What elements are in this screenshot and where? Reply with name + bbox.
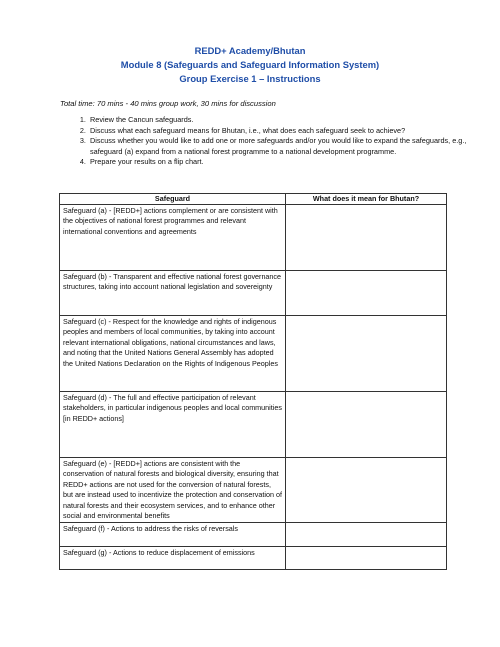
instruction-item: 4. Prepare your results on a flip chart.: [88, 157, 478, 168]
meaning-cell[interactable]: [286, 458, 447, 523]
table-row: [60, 392, 447, 458]
safeguard-cell: Safeguard (e) - [REDD+] actions are consistent with the conservation of natural forests and biological diversity, ensuring that REDD+ actions are not used for the conversion of natural forests, but are instead used to incentivize the protection and conservation of natural forests and their ecosystem services, and to enhance other social and environmental benefits: [60, 458, 286, 523]
instruction-item: 3. Discuss whether you would like to add one or more safeguards and/or you would like to expand the safeguards, e.g., safeguard (a) expand from a national forest programme to a national development programme.: [88, 136, 478, 157]
table-row: [60, 458, 447, 523]
table-row: [60, 547, 447, 570]
column-header-safeguard: Safeguard: [60, 194, 286, 205]
document-header: [0, 44, 500, 86]
meaning-cell[interactable]: [286, 271, 447, 316]
header-title-module: Module 8 (Safeguards and Safeguard Information System): [120, 59, 380, 70]
table-row: [60, 271, 447, 316]
header-title-academy: REDD+ Academy/Bhutan: [194, 45, 306, 56]
instruction-item: 2. Discuss what each safeguard means for Bhutan, i.e., what does each safeguard seek to achieve?: [88, 126, 478, 137]
table-row: [60, 523, 447, 547]
instruction-item: 1. Review the Cancun safeguards.: [88, 115, 478, 126]
safeguards-table: [59, 193, 447, 570]
safeguard-cell: Safeguard (d) - The full and effective participation of relevant stakeholders, in particular indigenous peoples and local communities [in REDD+ actions]: [60, 392, 286, 458]
instructions-list: [60, 115, 478, 168]
safeguard-cell: Safeguard (g) - Actions to reduce displacement of emissions: [60, 547, 286, 570]
safeguard-cell: Safeguard (b) - Transparent and effective national forest governance structures, taking into account national legislation and sovereignty: [60, 271, 286, 316]
meaning-cell[interactable]: [286, 392, 447, 458]
header-title-exercise: Group Exercise 1 – Instructions: [179, 73, 321, 84]
meaning-cell[interactable]: [286, 316, 447, 392]
column-header-meaning: What does it mean for Bhutan?: [286, 194, 447, 205]
total-time-note: Total time: 70 mins - 40 mins group work, 30 mins for discussion: [60, 99, 276, 108]
meaning-cell[interactable]: [286, 547, 447, 570]
meaning-cell[interactable]: [286, 205, 447, 271]
table-header-row: [60, 194, 447, 205]
table-row: [60, 205, 447, 271]
table-row: [60, 316, 447, 392]
safeguard-cell: Safeguard (c) - Respect for the knowledge and rights of indigenous peoples and members of local communities, by taking into account relevant international obligations, national circumstances and laws, and noting that the United Nations General Assembly has adopted the United Nations Declaration on the Rights of Indigenous Peoples: [60, 316, 286, 392]
safeguard-cell: Safeguard (f) - Actions to address the risks of reversals: [60, 523, 286, 547]
safeguard-cell: Safeguard (a) - [REDD+] actions complement or are consistent with the objectives of national forest programmes and relevant international conventions and agreements: [60, 205, 286, 271]
meaning-cell[interactable]: [286, 523, 447, 547]
